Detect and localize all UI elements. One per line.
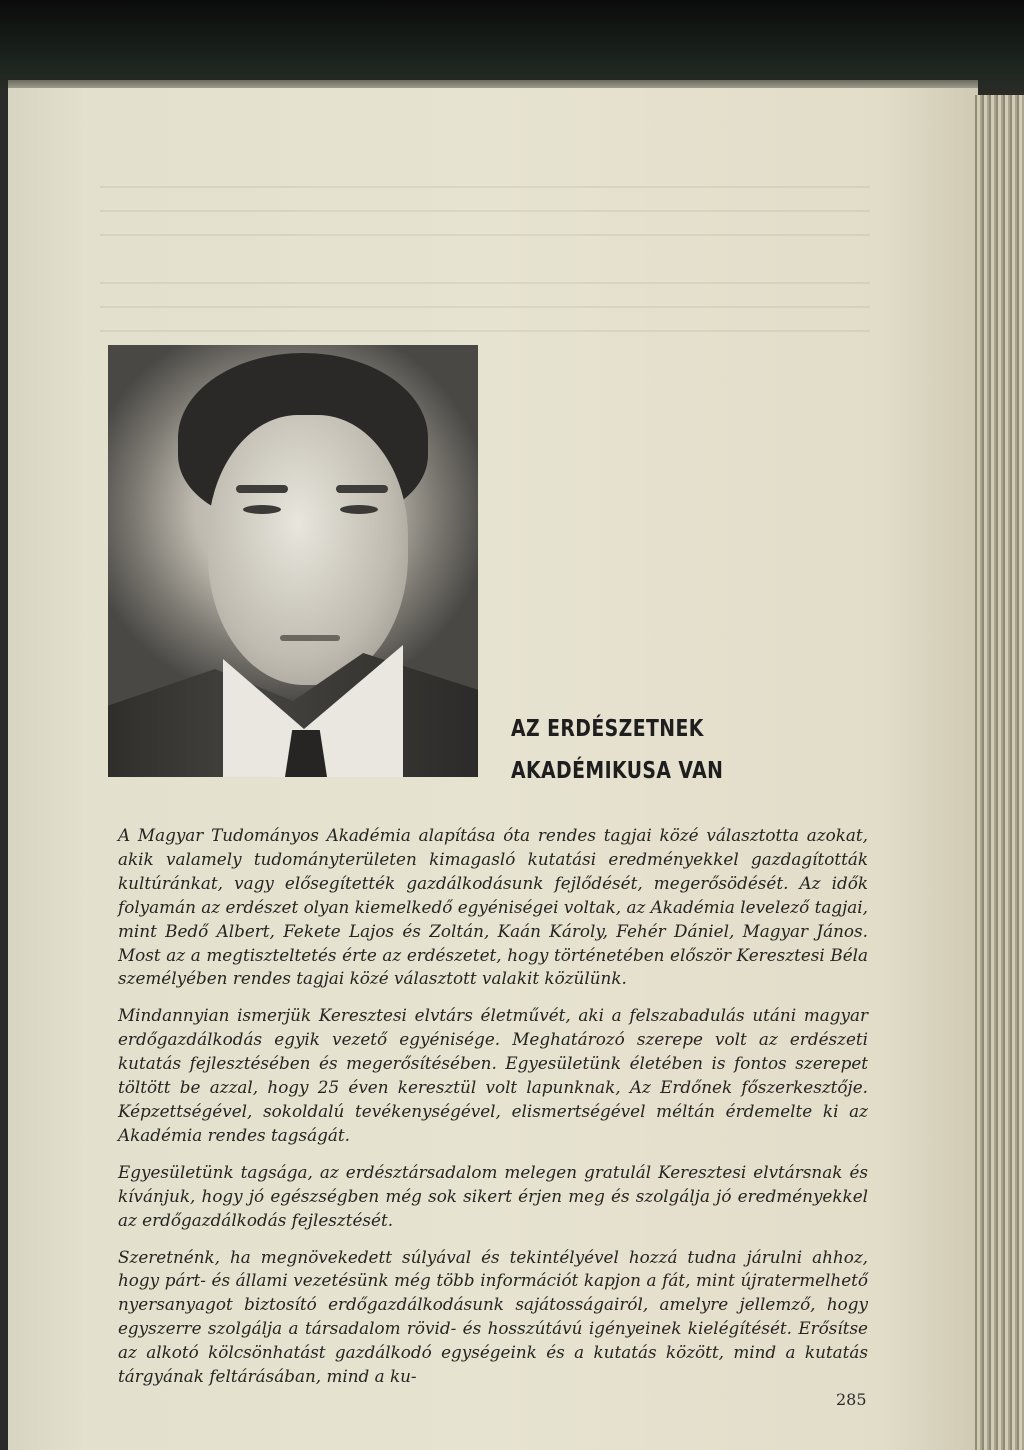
bleed-through-line [100, 330, 870, 332]
page-number: 285 [836, 1390, 867, 1409]
portrait-eye [340, 505, 378, 514]
article-paragraph: Szeretnénk, ha megnövekedett súlyával és tekintélyével hozzá tudna járulni ahhoz, hogy párt- és állami vezetésünk még több információt kapjon a fát, mint újratermelhető nyersanyagot biztosító erdőgazdálkodásunk sajátosságairól, amelyre jellemző, hogy egyszerre szolgálja a társadalom rövid- és hosszútávú igényeinek kielégítését. Erősítse az alkotó kölcsönhatást gazdálkodó egységeink és a kutatás között, mind a kutatás tárgyának feltárásában, mind a ku- [118, 1246, 868, 1387]
article-body [118, 824, 868, 1402]
bleed-through-line [100, 234, 870, 236]
left-binding [0, 88, 8, 1450]
portrait-face [208, 415, 408, 685]
bleed-through-line [100, 306, 870, 308]
article-title-line-1: AZ ERDÉSZETNEK [511, 716, 704, 742]
article-paragraph: Egyesületünk tagsága, az erdésztársadalom melegen gratulál Keresztesi elvtársnak és kívánjuk, hogy jó egészségben még sok sikert érjen meg és szolgálja jó eredményekkel az erdőgazdálkodás fejlesztését. [118, 1161, 868, 1230]
portrait-brow [336, 485, 388, 493]
portrait-mouth [280, 635, 340, 641]
bleed-through-line [100, 282, 870, 284]
book-page-edges [975, 95, 1024, 1450]
article-title-line-2: AKADÉMIKUSA VAN [511, 758, 724, 784]
portrait-eye [243, 505, 281, 514]
article-title [511, 708, 723, 792]
bleed-through-line [100, 186, 870, 188]
bleed-through-line [100, 210, 870, 212]
portrait-photo [108, 345, 478, 777]
portrait-brow [236, 485, 288, 493]
article-paragraph: A Magyar Tudományos Akadémia alapítása óta rendes tagjai közé választotta azokat, akik valamely tudományterületen kimagasló kutatási eredményekkel gazdagították kultúránkat, vagy elősegítették gazdálkodásunk fejlődését, megerősödését. Az idők folyamán az erdészet olyan kiemelkedő egyéniségei voltak, az Akadémia levelező tagjai, mint Bedő Albert, Fekete Lajos és Zoltán, Kaán Károly, Fehér Dániel, Magyar János. Most az a megtiszteltetés érte az erdészetet, hogy történetében először Keresztesi Béla személyében rendes tagjai közé választott valakit közülünk. [118, 825, 868, 989]
article-paragraph: Mindannyian ismerjük Keresztesi elvtárs életművét, aki a felszabadulás utáni magyar erdőgazdálkodás egyik vezető egyénisége. Meghatározó szerepe volt az erdészeti kutatás fejlesztésében és megerősítésében. Egyesületünk életében is fontos szerepet töltött be azzal, hogy 25 éven keresztül volt lapunknak, Az Erdőnek főszerkesztője. Képzettségével, sokoldalú tevékenységével, elismertségével méltán érdemelte ki az Akadémia rendes tagságát. [118, 1005, 868, 1145]
